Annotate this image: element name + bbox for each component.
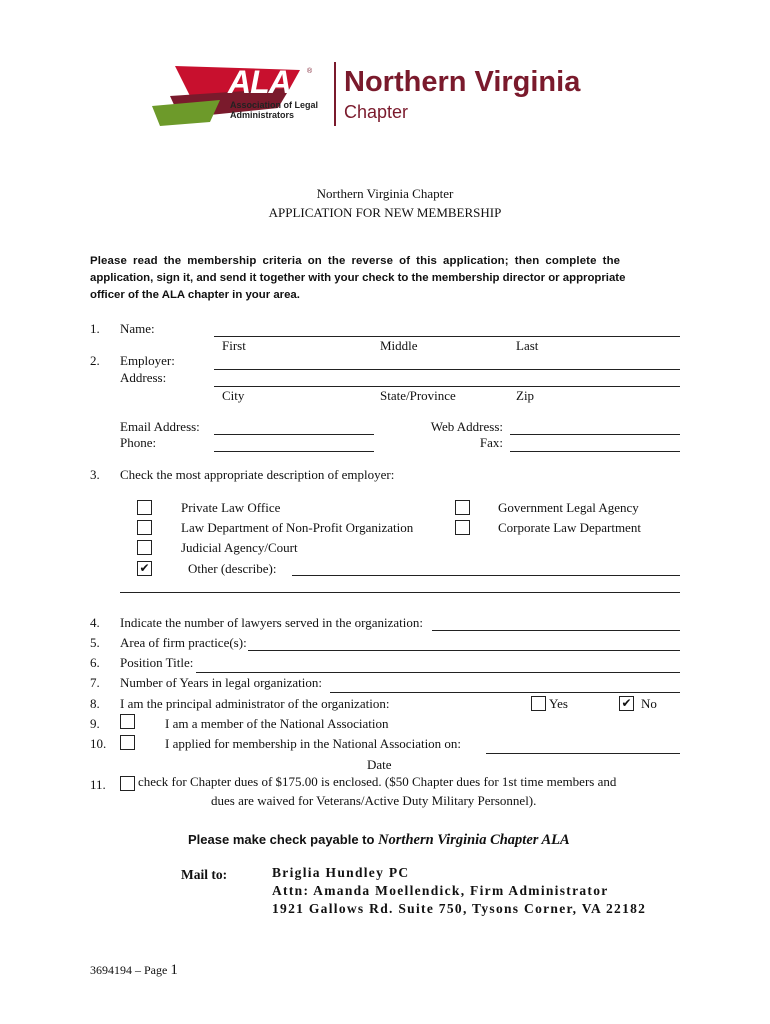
private-law-office-checkbox[interactable] bbox=[137, 500, 152, 515]
q6-number: 6. bbox=[90, 655, 100, 670]
intro-line3: officer of the ALA chapter in your area. bbox=[90, 289, 300, 301]
intro-line1: Please read the membership criteria on the reverse of this application; then complete the bbox=[90, 255, 621, 267]
org-name-line1: Association of Legal bbox=[230, 100, 319, 110]
q5-label: Area of firm practice(s): bbox=[120, 635, 247, 650]
intro-line2: application, sign it, and send it together with your check to the membership director or appropriate bbox=[90, 272, 626, 284]
email-input-line[interactable] bbox=[214, 434, 374, 435]
address-label: Address: bbox=[120, 370, 167, 385]
q4-number: 4. bbox=[90, 615, 100, 630]
q8-label: I am the principal administrator of the organization: bbox=[120, 696, 390, 711]
chapter-name: Northern Virginia bbox=[344, 66, 581, 98]
q4-label: Indicate the number of lawyers served in the organization: bbox=[120, 615, 423, 630]
employer-input-line[interactable] bbox=[214, 369, 680, 370]
principal-admin-yes-checkbox[interactable] bbox=[531, 696, 546, 711]
mail-address-line1: Briglia Hundley PC bbox=[272, 865, 410, 880]
other-checkbox[interactable]: ✔ bbox=[137, 561, 152, 576]
q7-number: 7. bbox=[90, 675, 100, 690]
dues-enclosed-checkbox[interactable] bbox=[120, 776, 135, 791]
first-name-caption: First bbox=[222, 338, 246, 353]
non-profit-label: Law Department of Non-Profit Organization bbox=[181, 520, 414, 535]
judicial-agency-checkbox[interactable] bbox=[137, 540, 152, 555]
non-profit-checkbox[interactable] bbox=[137, 520, 152, 535]
fax-label: Fax: bbox=[479, 435, 503, 450]
name-input-line[interactable] bbox=[214, 336, 680, 337]
ala-wordmark: ALA bbox=[228, 64, 291, 100]
city-caption: City bbox=[222, 388, 245, 403]
q4-input-line[interactable] bbox=[432, 630, 680, 631]
q1-number: 1. bbox=[90, 321, 100, 336]
q11-number: 11. bbox=[90, 777, 106, 792]
other-describe-line-2[interactable] bbox=[120, 592, 680, 593]
government-agency-label: Government Legal Agency bbox=[498, 500, 639, 515]
zip-caption: Zip bbox=[516, 388, 535, 403]
phone-label: Phone: bbox=[120, 435, 157, 450]
web-address-input-line[interactable] bbox=[510, 434, 680, 435]
q6-input-line[interactable] bbox=[196, 672, 680, 673]
other-describe-line[interactable] bbox=[292, 575, 680, 576]
payee-name: Northern Virginia Chapter ALA bbox=[378, 832, 570, 848]
q5-input-line[interactable] bbox=[248, 650, 680, 651]
q8-number: 8. bbox=[90, 696, 100, 711]
q9-number: 9. bbox=[90, 716, 100, 731]
registered-mark: ® bbox=[307, 68, 313, 75]
org-name-line2: Administrators bbox=[230, 110, 295, 120]
mail-address-line3: 1921 Gallows Rd. Suite 750, Tysons Corner, VA 22182 bbox=[272, 901, 647, 916]
mail-to-label: Mail to: bbox=[181, 867, 228, 882]
last-name-caption: Last bbox=[516, 338, 539, 353]
middle-name-caption: Middle bbox=[380, 338, 418, 353]
q7-input-line[interactable] bbox=[330, 692, 680, 693]
payable-line bbox=[188, 832, 570, 849]
state-caption: State/Province bbox=[380, 388, 456, 403]
logo bbox=[150, 62, 650, 128]
q2-number: 2. bbox=[90, 353, 100, 368]
email-label: Email Address: bbox=[120, 419, 200, 434]
q3-number: 3. bbox=[90, 467, 100, 482]
chapter-word: Chapter bbox=[344, 102, 409, 122]
phone-input-line[interactable] bbox=[214, 451, 374, 452]
corporate-law-checkbox[interactable] bbox=[455, 520, 470, 535]
q1-label: Name: bbox=[120, 321, 155, 336]
form-title: APPLICATION FOR NEW MEMBERSHIP bbox=[268, 205, 502, 220]
principal-admin-no-checkbox[interactable]: ✔ bbox=[619, 696, 634, 711]
q10-number: 10. bbox=[90, 736, 107, 751]
private-law-office-label: Private Law Office bbox=[181, 500, 281, 515]
judicial-agency-label: Judicial Agency/Court bbox=[181, 540, 298, 555]
page-number: 1 bbox=[170, 962, 178, 978]
q11-line2: dues are waived for Veterans/Active Duty Military Personnel). bbox=[211, 793, 537, 808]
other-label: Other (describe): bbox=[188, 561, 277, 576]
logo-divider bbox=[334, 62, 336, 126]
date-caption: Date bbox=[367, 757, 392, 772]
q7-label: Number of Years in legal organization: bbox=[120, 675, 322, 690]
web-address-label: Web Address: bbox=[430, 419, 503, 434]
corporate-law-label: Corporate Law Department bbox=[498, 520, 641, 535]
page-footer bbox=[90, 962, 178, 979]
q10-label: I applied for membership in the National Association on: bbox=[165, 736, 462, 751]
payable-prefix: Please make check payable to bbox=[188, 832, 379, 847]
chapter-heading: Northern Virginia Chapter bbox=[316, 186, 454, 201]
mail-address-line2: Attn: Amanda Moellendick, Firm Administrator bbox=[272, 883, 609, 898]
fax-input-line[interactable] bbox=[510, 451, 680, 452]
q5-number: 5. bbox=[90, 635, 100, 650]
q9-label: I am a member of the National Association bbox=[165, 716, 389, 731]
yes-label: Yes bbox=[549, 696, 568, 711]
q6-label: Position Title: bbox=[120, 655, 194, 670]
national-applied-checkbox[interactable] bbox=[120, 735, 135, 750]
national-member-checkbox[interactable] bbox=[120, 714, 135, 729]
government-agency-checkbox[interactable] bbox=[455, 500, 470, 515]
employer-label: Employer: bbox=[120, 353, 175, 368]
application-date-line[interactable] bbox=[486, 753, 680, 754]
address-input-line[interactable] bbox=[214, 386, 680, 387]
q3-label: Check the most appropriate description of employer: bbox=[120, 467, 395, 482]
q11-line1: check for Chapter dues of $175.00 is enclosed. ($50 Chapter dues for 1st time members and bbox=[138, 774, 617, 789]
doc-id: 3694194 – Page bbox=[90, 963, 171, 977]
no-label: No bbox=[641, 696, 657, 711]
